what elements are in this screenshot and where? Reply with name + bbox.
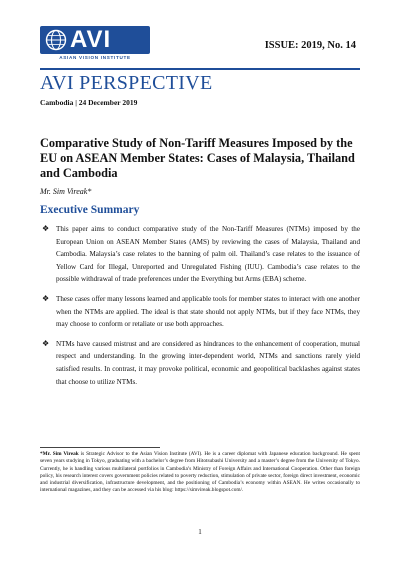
bullet-text: These cases offer many lessons learned and applicable tools for member states to interact with one another when the NTMs are applied. The ideal is that state should not apply NTMs, but if they face NTMs, they may choose to conform or retaliate or use both approaches.	[56, 294, 360, 329]
summary-bullet	[40, 223, 360, 286]
diamond-bullet-icon: ❖	[42, 293, 50, 303]
issue-number: ISSUE: 2019, No. 14	[264, 40, 356, 51]
page-number: 1	[198, 528, 202, 536]
footnote-text: is Strategic Advisor to the Asian Vision Institute (AVI). He is a career diplomat with Japanese education background. He spent seven years studying in Tokyo, graduating with a bachelor’s degree from Hitotsubashi University and a master’s degree from the University of Tokyo. Currently, he is handling various multilateral portfolios in Cambodia’s Ministry of Foreign Affairs and International Cooperation. Other than foreign policy, his research interest covers government policies related to poverty reduction, stimulation of private sector, foreign direct investment, economic and industrial diversification, infrastructure development, and the positioning of Cambodia’s economy within ASEAN. He writes occasionally to international magazines, and they can be accessed via his blog: https://simvireak.blogspot.com/.	[40, 451, 360, 494]
logo-text: AVI	[70, 26, 112, 53]
diamond-bullet-icon: ❖	[42, 224, 50, 233]
globe-icon	[45, 29, 67, 51]
location-date: Cambodia | 24 December 2019	[40, 98, 138, 107]
summary-list	[40, 223, 360, 395]
author-name: Mr. Sim Vireak*	[40, 187, 92, 196]
summary-bullet	[40, 293, 360, 331]
footnote-divider	[40, 447, 160, 448]
bullet-text: This paper aims to conduct comparative study of the Non-Tariff Measures (NTMs) imposed by the European Union on ASEAN Member States (AMS) by reviewing the cases of Malaysia, Thailand and Cambodia. Malaysia’s case relates to the banning of palm oil. Thailand’s case relates to the issuance of Yellow Card for Illegal, Unreported and Unregulated Fishing (IUU). Cambodia’s case relates to the possible withdrawal of trade preferences under the Everything but Arms (EBA) scheme.	[56, 225, 360, 284]
summary-bullet	[40, 338, 360, 388]
author-footnote	[40, 451, 360, 495]
diamond-bullet-icon: ❖	[42, 338, 50, 348]
avi-logo	[40, 26, 150, 62]
bullet-text: NTMs have caused mistrust and are considered as hindrances to the enhancement of cooperation, mutual respect and understanding. In the growing inter-dependent world, NTMs and sanctions rarely yield satisfied results. In contrast, it may provoke political, economic and geopolitical backlashes against states that choose to utilize NTMs.	[56, 339, 360, 386]
paper-title: Comparative Study of Non-Tariff Measures Imposed by the EU on ASEAN Member States: Cases of Malaysia, Thailand and Cambodia	[40, 136, 355, 180]
footnote-author-name: *Mr. Sim Vireak	[40, 451, 79, 457]
logo-subtext: ASIAN VISION INSTITUTE	[59, 55, 131, 60]
logo-block	[40, 26, 150, 54]
section-heading: Executive Summary	[40, 204, 140, 216]
header-divider	[40, 68, 360, 70]
series-title: AVI PERSPECTIVE	[40, 72, 213, 94]
